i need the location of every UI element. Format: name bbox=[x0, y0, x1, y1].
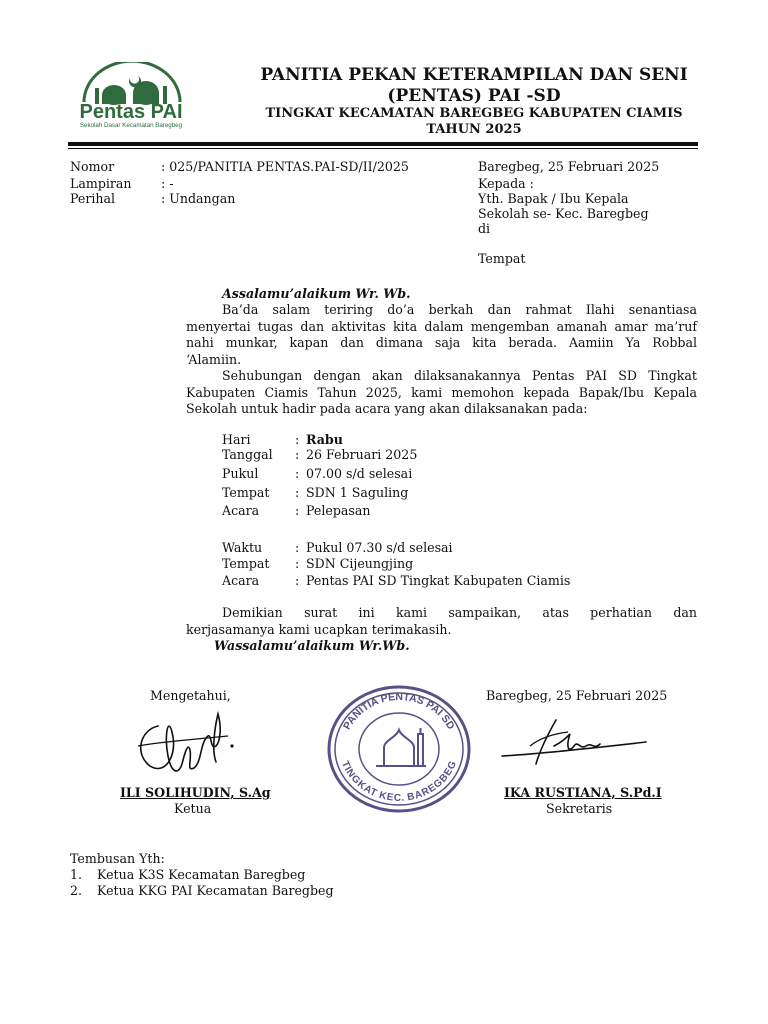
schedule-separator: : bbox=[295, 466, 300, 481]
logo-title: Pentas PAI bbox=[79, 101, 183, 123]
schedule-label-tempat: Tempat bbox=[222, 485, 270, 500]
letterhead-line-3: TINGKAT KECAMATAN BAREGBEG KABUPATEN CIAMIS bbox=[265, 106, 683, 121]
cc-item-text: Ketua KKG PAI Kecamatan Baregbeg bbox=[97, 883, 334, 898]
paragraph-request-line-3: Sekolah untuk hadir pada acara yang akan dilaksanakan pada: bbox=[186, 401, 588, 416]
recipient-line-4: Tempat bbox=[478, 251, 526, 266]
paragraph-closing-line-1: Demikian surat ini kami sampaikan, atas perhatian dan bbox=[222, 605, 697, 620]
schedule-separator: : bbox=[295, 503, 300, 518]
right-signatory-date: Baregbeg, 25 Februari 2025 bbox=[486, 688, 668, 703]
schedule2-value-tempat: SDN Cijeungjing bbox=[306, 556, 414, 571]
recipient-line-1: Yth. Bapak / Ibu Kepala bbox=[478, 191, 629, 206]
letterhead-rule-thick bbox=[68, 142, 698, 146]
left-signatory-role: Ketua bbox=[174, 801, 212, 816]
paragraph-request-line-1: Sehubungan dengan akan dilaksanakannya Pentas PAI SD Tingkat bbox=[222, 368, 697, 383]
recipient-line-2: Sekolah se- Kec. Baregbeg bbox=[478, 206, 649, 221]
cc-item-number: 2. bbox=[70, 883, 83, 898]
schedule2-label-acara: Acara bbox=[222, 573, 260, 588]
right-signatory-role: Sekretaris bbox=[546, 801, 613, 816]
schedule-label-tanggal: Tanggal bbox=[222, 447, 273, 462]
schedule2-separator: : bbox=[295, 540, 300, 555]
lampiran-label: Lampiran bbox=[70, 176, 132, 191]
stamp-top-text: PANITIA PENTAS PAI SD bbox=[341, 690, 457, 732]
greeting: Assalamu’alaikum Wr. Wb. bbox=[222, 286, 411, 301]
letter-date: Baregbeg, 25 Februari 2025 bbox=[478, 159, 660, 174]
schedule2-value-acara: Pentas PAI SD Tingkat Kabupaten Ciamis bbox=[306, 573, 571, 588]
schedule-value-tanggal: 26 Februari 2025 bbox=[306, 447, 418, 462]
schedule2-label-tempat: Tempat bbox=[222, 556, 270, 571]
right-signatory-name: IKA RUSTIANA, S.Pd.I bbox=[504, 785, 662, 800]
schedule2-separator: : bbox=[295, 573, 300, 588]
recipient-line-3: di bbox=[478, 221, 491, 236]
left-signatory-title: Mengetahui, bbox=[150, 688, 231, 703]
paragraph-opening-line-1: Ba’da salam teriring do’a berkah dan rahmat Ilahi senantiasa bbox=[222, 302, 697, 317]
paragraph-opening-line-3: nahi munkar, kapan dan dimana saja kita berada. Aamiin Ya Robbal bbox=[186, 335, 697, 350]
recipient-kepada: Kepada : bbox=[478, 176, 534, 191]
schedule-label-hari: Hari bbox=[222, 432, 251, 447]
paragraph-request-line-2: Kabupaten Ciamis Tahun 2025, kami memohon kepada Bapak/Ibu Kepala bbox=[186, 384, 697, 400]
mosque-icon bbox=[376, 728, 426, 766]
schedule-separator: : bbox=[295, 447, 300, 462]
nomor-label: Nomor bbox=[70, 159, 115, 174]
letterhead-line-1: PANITIA PEKAN KETERAMPILAN DAN SENI bbox=[260, 65, 688, 85]
letterhead-line-2: (PENTAS) PAI -SD bbox=[387, 86, 561, 106]
paragraph-closing bbox=[186, 605, 697, 638]
letterhead-line-4: TAHUN 2025 bbox=[426, 122, 522, 137]
organization-logo bbox=[70, 62, 192, 130]
schedule-separator: : bbox=[295, 432, 300, 447]
cc-item-number: 1. bbox=[70, 867, 83, 882]
paragraph-request bbox=[186, 368, 697, 418]
cc-title: Tembusan Yth: bbox=[70, 851, 165, 866]
paragraph-closing-line-2: kerjasamanya kami ucapkan terimakasih. bbox=[186, 621, 452, 637]
stamp-bottom-text: TINGKAT KEC. BAREGBEG bbox=[339, 759, 459, 804]
left-signatory-name: ILI SOLIHUDIN, S.Ag bbox=[120, 785, 271, 800]
schedule-value-tempat: SDN 1 Saguling bbox=[306, 485, 409, 500]
schedule2-label-waktu: Waktu bbox=[222, 540, 263, 555]
right-signature-image bbox=[496, 716, 656, 772]
perihal-value: : Undangan bbox=[161, 191, 236, 206]
schedule-value-pukul: 07.00 s/d selesai bbox=[306, 466, 413, 481]
committee-stamp bbox=[326, 684, 472, 814]
schedule-label-acara: Acara bbox=[222, 503, 260, 518]
schedule2-value-waktu: Pukul 07.30 s/d selesai bbox=[306, 540, 453, 555]
paragraph-opening-line-2: menyertai tugas dan aktivitas kita dalam mengemban amanah amar ma’ruf bbox=[186, 318, 697, 334]
schedule-value-hari: Rabu bbox=[306, 432, 343, 447]
letterhead-rule-thin bbox=[68, 148, 698, 149]
schedule-label-pukul: Pukul bbox=[222, 466, 259, 481]
cc-item-text: Ketua K3S Kecamatan Baregbeg bbox=[97, 867, 306, 882]
schedule-value-acara: Pelepasan bbox=[306, 503, 371, 518]
schedule2-separator: : bbox=[295, 556, 300, 571]
nomor-value: : 025/PANITIA PENTAS.PAI-SD/II/2025 bbox=[161, 159, 409, 174]
schedule-separator: : bbox=[295, 485, 300, 500]
farewell: Wassalamu’alaikum Wr.Wb. bbox=[214, 638, 410, 653]
logo-subtitle: Sekolah Dasar Kecamatan Baregbeg bbox=[79, 122, 183, 129]
paragraph-opening bbox=[186, 302, 697, 368]
perihal-label: Perihal bbox=[70, 191, 116, 206]
left-signature-image bbox=[128, 706, 248, 786]
lampiran-value: : - bbox=[161, 176, 174, 191]
paragraph-opening-line-4: ‘Alamiin. bbox=[186, 351, 242, 367]
